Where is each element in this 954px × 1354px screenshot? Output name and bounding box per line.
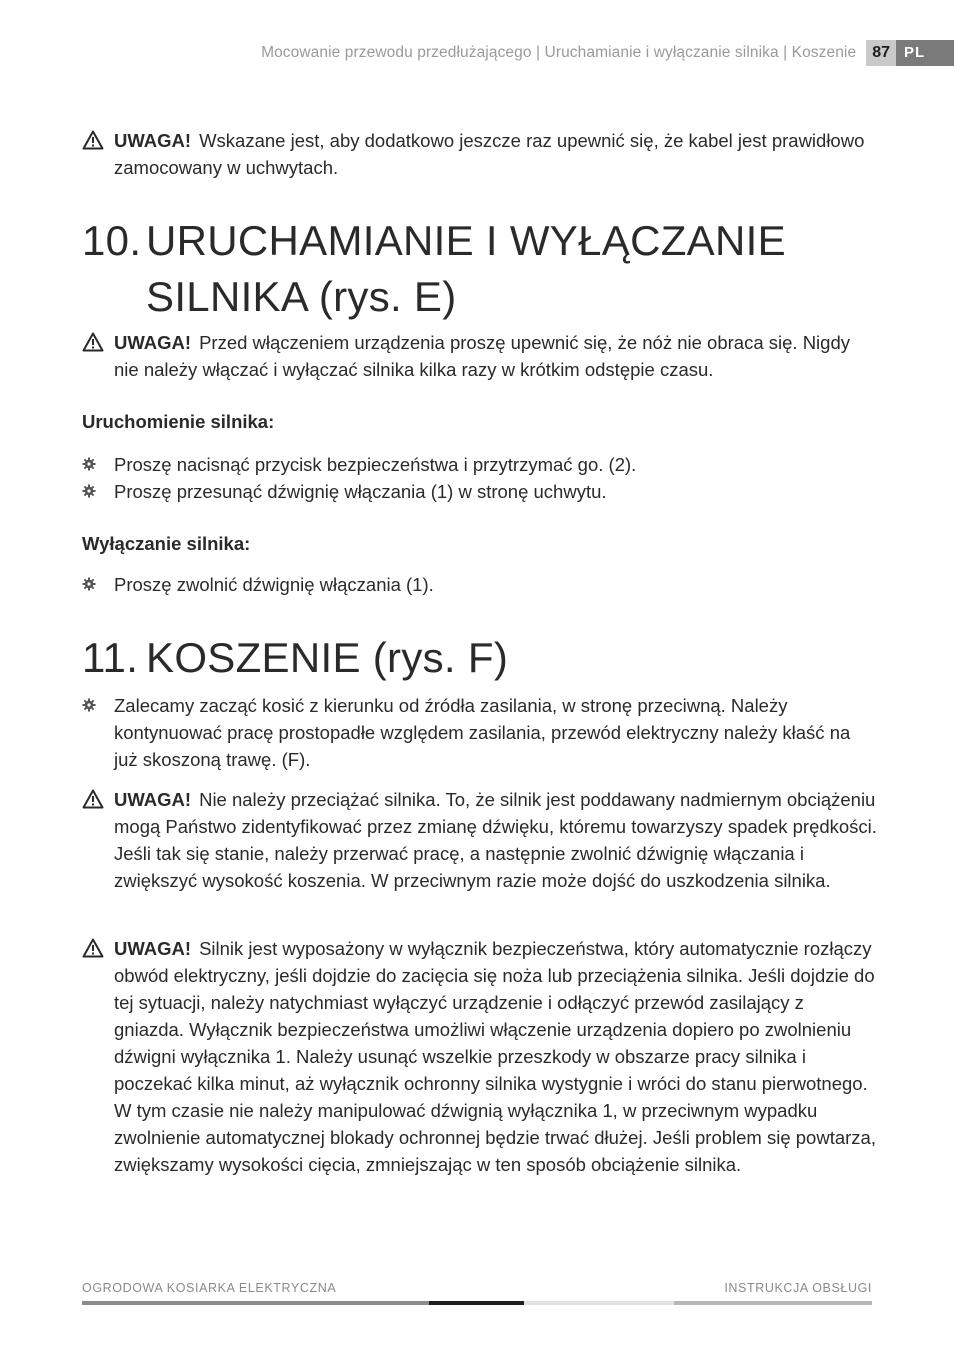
- section-11-number: 11.: [82, 634, 139, 681]
- gear-bullet-icon: [82, 577, 96, 591]
- list-item-text: Proszę przesunąć dźwignię włączania (1) w stronę uchwytu.: [114, 481, 607, 502]
- section-11-title: [82, 630, 508, 686]
- gear-bullet-icon: [82, 457, 96, 471]
- gear-bullet-icon: [82, 698, 96, 712]
- stop-engine-heading: Wyłączanie silnika:: [82, 533, 251, 554]
- list-item: [82, 478, 877, 505]
- warning-triangle-icon: [82, 332, 104, 352]
- warning-text: Przed włączeniem urządzenia proszę upewnić się, że nóż nie obraca się. Nigdy nie należy włączać i wyłączać silnika kilka razy w krótkim odstępie czasu.: [114, 332, 850, 380]
- footer-manual-label: INSTRUKCJA OBSŁUGI: [724, 1281, 872, 1295]
- warning-label: UWAGA!: [114, 938, 192, 959]
- list-item: [82, 451, 877, 478]
- warning-text: Wskazane jest, aby dodatkowo jeszcze raz upewnić się, że kabel jest prawidłowo zamocowany w uchwytach.: [114, 130, 865, 178]
- page-number: 87: [866, 40, 896, 66]
- warning-label: UWAGA!: [114, 789, 192, 810]
- section-10-title-line1: URUCHAMIANIE I WYŁĄCZANIE: [146, 217, 786, 264]
- page-header: [261, 40, 954, 66]
- warning-triangle-icon: [82, 789, 104, 809]
- mowing-list: [82, 692, 877, 773]
- warning-label: UWAGA!: [114, 332, 192, 353]
- warning-label: UWAGA!: [114, 130, 192, 151]
- footer-product-name: OGRODOWA KOSIARKA ELEKTRYCZNA: [82, 1281, 337, 1295]
- warning-note: [82, 786, 877, 894]
- warning-text: Nie należy przeciążać silnika. To, że silnik jest poddawany nadmiernym obciążeniu mogą Państwo zidentyfikować przez zmianę dźwięku, któremu towarzyszy spadek prędkości. Jeśli tak się stanie, należy przerwać pracę, a następnie zwolnić dźwignię włączania i zwiększyć wysokość koszenia. W przeciwnym razie może dojść do uszkodzenia silnika.: [114, 789, 877, 891]
- warning-note: [82, 935, 877, 1178]
- footer-divider: [82, 1301, 872, 1305]
- list-item-text: Proszę nacisnąć przycisk bezpieczeństwa i przytrzymać go. (2).: [114, 454, 637, 475]
- warning-text: Silnik jest wyposażony w wyłącznik bezpieczeństwa, który automatycznie rozłączy obwód elektryczny, jeśli dojdzie do zacięcia się noża lub przeciążenia silnika. Jeśli dojdzie do tej sytuacji, należy natychmiast wyłączyć urządzenie i odłączyć przewód zasilający z gniazda. Wyłącznik bezpieczeństwa umożliwi włączenie urządzenia dopiero po zwolnieniu dźwigni wyłącznika 1. Należy usunąć wszelkie przeszkody w obszarze pracy silnika i poczekać kilka minut, aż wyłącznik ochronny silnika wystygnie i wróci do stanu pierwotnego. W tym czasie nie należy manipulować dźwignią wyłącznika 1, w przeciwnym wypadku zwolnienie automatycznej blokady ochronnej będzie trwać dłużej. Jeśli problem się powtarza, zwiększamy wysokości cięcia, zmniejszając w ten sposób obciążenie silnika.: [114, 938, 876, 1175]
- list-item: [82, 571, 877, 598]
- list-item-text: Zalecamy zacząć kosić z kierunku od źródła zasilania, w stronę przeciwną. Należy kontynuować pracę prostopadłe względem zasilania, przewód elektryczny należy kłaść na już skoszoną trawę. (F).: [114, 695, 851, 770]
- gear-bullet-icon: [82, 484, 96, 498]
- section-10-title: [82, 213, 786, 325]
- section-11-title-text: KOSZENIE (rys. F): [146, 634, 509, 681]
- section-10-number: 10.: [82, 217, 142, 264]
- breadcrumb: Mocowanie przewodu przedłużającego | Uruchamianie i wyłączanie silnika | Koszenie: [261, 44, 857, 61]
- warning-triangle-icon: [82, 938, 104, 958]
- warning-note: [82, 127, 877, 181]
- list-item-text: Proszę zwolnić dźwignię włączania (1).: [114, 574, 434, 595]
- list-item: [82, 692, 877, 773]
- section-10-title-line2: SILNIKA (rys. E): [146, 273, 457, 320]
- stop-engine-list: [82, 571, 877, 598]
- start-engine-list: [82, 451, 877, 505]
- start-engine-heading: Uruchomienie silnika:: [82, 411, 275, 432]
- warning-triangle-icon: [82, 130, 104, 150]
- language-tab: PL: [896, 40, 954, 66]
- warning-note: [82, 329, 877, 383]
